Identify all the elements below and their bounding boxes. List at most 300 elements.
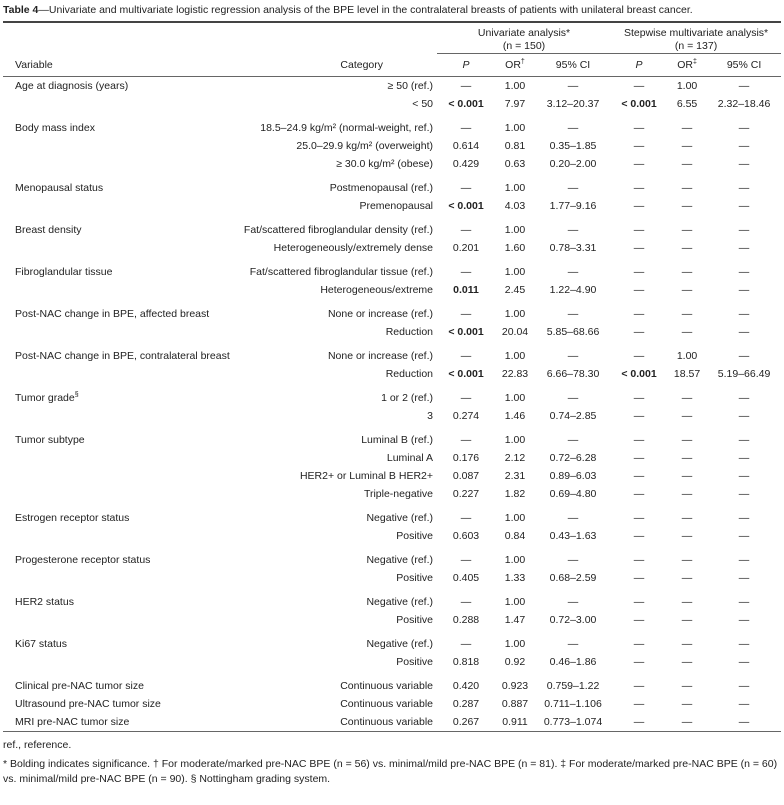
cell-variable (3, 569, 237, 587)
cell-or: 4.03 (504, 200, 526, 212)
cell-p: 0.267 (452, 716, 480, 728)
header-p: P (437, 54, 495, 77)
cell-or2: — (681, 122, 693, 134)
cell-or2: — (681, 392, 693, 404)
cell-p: < 0.001 (448, 98, 484, 110)
cell-or: 7.97 (504, 98, 526, 110)
cell-or2: — (681, 572, 693, 584)
cell-category: 18.5–24.9 kg/m² (normal-weight, ref.) (260, 122, 433, 134)
cell-or2: — (681, 680, 693, 692)
cell-or: 0.63 (504, 158, 526, 170)
cell-ci2: — (738, 182, 750, 194)
cell-ci2: — (738, 488, 750, 500)
cell-p2: — (633, 350, 645, 362)
cell-ci2: — (738, 596, 750, 608)
cell-category: Heterogeneous/extreme (320, 284, 433, 296)
cell-or2: — (681, 158, 693, 170)
cell-or: 1.82 (504, 488, 526, 500)
cell-p2: — (633, 326, 645, 338)
cell-ci2: — (738, 554, 750, 566)
cell-p: — (460, 80, 472, 92)
cell-p: < 0.001 (448, 368, 484, 380)
cell-variable (3, 527, 237, 545)
table-row (3, 695, 781, 713)
cell-or: 2.31 (504, 470, 526, 482)
cell-ci: 0.35–1.85 (549, 140, 597, 152)
cell-variable-text: Post-NAC change in BPE, affected breast (15, 308, 210, 320)
cell-or2: 1.00 (676, 350, 698, 362)
cell-or2: — (681, 512, 693, 524)
cell-or: 1.00 (504, 638, 526, 650)
table-notes (3, 732, 781, 787)
cell-variable (3, 467, 237, 485)
cell-ci2: — (738, 470, 750, 482)
cell-variable (3, 635, 237, 653)
cell-or: 1.00 (504, 224, 526, 236)
cell-category: None or increase (ref.) (327, 308, 433, 320)
cell-category: Positive (396, 656, 433, 668)
univariate-title: Univariate analysis* (477, 27, 571, 39)
cell-p2: — (633, 656, 645, 668)
cell-category: Continuous variable (340, 716, 433, 728)
cell-variable (3, 677, 237, 695)
table-row (3, 365, 781, 383)
cell-p: 0.288 (452, 614, 480, 626)
cell-ci: — (567, 122, 579, 134)
cell-or2: — (681, 434, 693, 446)
cell-p: 0.087 (452, 470, 480, 482)
table-row (3, 431, 781, 449)
cell-category: Postmenopausal (ref.) (329, 182, 433, 194)
cell-p: 0.011 (453, 284, 479, 296)
header-ci: 95% CI (535, 54, 611, 77)
cell-variable (3, 119, 237, 137)
cell-ci2: — (738, 572, 750, 584)
cell-p: — (460, 638, 472, 650)
cell-variable-text: Tumor grade (15, 392, 75, 404)
cell-ci: 1.22–4.90 (549, 284, 597, 296)
cell-category: Fat/scattered fibroglandular density (ref.) (243, 224, 433, 236)
cell-variable-text: Menopausal status (15, 182, 104, 194)
cell-variable-text: Ultrasound pre-NAC tumor size (15, 698, 161, 710)
cell-variable (3, 449, 237, 467)
cell-ci: — (567, 350, 579, 362)
cell-or: 0.911 (502, 716, 528, 728)
univariate-n: (n = 150) (502, 40, 546, 52)
cell-ci2: — (738, 638, 750, 650)
cell-ci2: — (738, 284, 750, 296)
cell-p2: — (633, 554, 645, 566)
table-row (3, 407, 781, 425)
cell-ci2: 2.32–18.46 (717, 98, 771, 110)
table-row (3, 239, 781, 257)
cell-p2: — (633, 596, 645, 608)
cell-category: Negative (ref.) (366, 554, 433, 566)
cell-category: 3 (427, 410, 433, 422)
cell-p2: — (633, 242, 645, 254)
cell-variable (3, 551, 237, 569)
table-row (3, 467, 781, 485)
cell-p2: — (633, 284, 645, 296)
cell-p: — (460, 554, 472, 566)
cell-ci: — (567, 596, 579, 608)
cell-or2: — (681, 638, 693, 650)
cell-p2: — (633, 680, 645, 692)
cell-p2: — (633, 614, 645, 626)
cell-category: 1 or 2 (ref.) (381, 392, 433, 404)
cell-or: 1.00 (504, 350, 526, 362)
header-or-sup: † (520, 58, 525, 66)
table-row (3, 509, 781, 527)
cell-or: 1.00 (504, 182, 526, 194)
cell-ci: 0.773–1.074 (543, 716, 603, 728)
cell-or: 1.46 (504, 410, 526, 422)
header-or (495, 54, 535, 77)
cell-p2: < 0.001 (621, 368, 657, 380)
table-row (3, 77, 781, 96)
cell-variable-text: Clinical pre-NAC tumor size (15, 680, 144, 692)
cell-ci: — (567, 224, 579, 236)
table-row (3, 305, 781, 323)
cell-ci2: — (738, 530, 750, 542)
cell-p: 0.287 (452, 698, 480, 710)
cell-or2: — (681, 554, 693, 566)
table-row (3, 137, 781, 155)
cell-p2: — (633, 80, 645, 92)
cell-ci2: — (738, 452, 750, 464)
cell-ci: — (567, 80, 579, 92)
cell-or: 1.00 (504, 266, 526, 278)
cell-p: 0.614 (452, 140, 480, 152)
cell-or: 1.00 (504, 392, 526, 404)
cell-variable (3, 179, 237, 197)
cell-p: 0.429 (452, 158, 480, 170)
cell-variable (3, 485, 237, 503)
cell-ci2: — (738, 122, 750, 134)
table-row (3, 569, 781, 587)
cell-p2: — (633, 530, 645, 542)
cell-or: 1.00 (504, 80, 526, 92)
cell-ci: — (567, 554, 579, 566)
header-variable: Variable (3, 54, 237, 77)
cell-variable-text: Progesterone receptor status (15, 554, 151, 566)
cell-or2: — (681, 698, 693, 710)
table-row (3, 593, 781, 611)
cell-variable-text: Breast density (15, 224, 82, 236)
cell-category: Triple-negative (363, 488, 433, 500)
cell-ci: 0.68–2.59 (549, 572, 597, 584)
cell-ci2: — (738, 410, 750, 422)
cell-p2: — (633, 122, 645, 134)
cell-p2: — (633, 266, 645, 278)
cell-ci2: — (738, 512, 750, 524)
multivariate-header (611, 23, 781, 54)
cell-p2: < 0.001 (621, 98, 657, 110)
cell-ci2: — (738, 434, 750, 446)
table-row (3, 551, 781, 569)
cell-or2: 18.57 (673, 368, 701, 380)
cell-ci: 0.759–1.22 (546, 680, 600, 692)
cell-ci2: — (738, 224, 750, 236)
cell-ci: 0.46–1.86 (549, 656, 597, 668)
cell-p: — (460, 350, 472, 362)
cell-or2: — (681, 224, 693, 236)
cell-or2: — (681, 530, 693, 542)
table-row (3, 197, 781, 215)
cell-p2: — (633, 470, 645, 482)
cell-category: Reduction (385, 368, 433, 380)
table-row (3, 119, 781, 137)
cell-variable (3, 239, 237, 257)
cell-or: 1.00 (504, 554, 526, 566)
cell-p: — (460, 266, 472, 278)
header-or2 (667, 54, 707, 77)
cell-category: Positive (396, 614, 433, 626)
cell-ci2: — (738, 656, 750, 668)
cell-or: 1.33 (504, 572, 526, 584)
cell-p2: — (633, 182, 645, 194)
cell-category: Fat/scattered fibroglandular tissue (ref.) (249, 266, 433, 278)
cell-category: Heterogeneously/extremely dense (273, 242, 433, 254)
cell-variable-text: Age at diagnosis (years) (15, 80, 129, 92)
cell-or: 1.60 (504, 242, 526, 254)
cell-p2: — (633, 572, 645, 584)
cell-category: Continuous variable (340, 680, 433, 692)
cell-variable (3, 407, 237, 425)
cell-p2: — (633, 698, 645, 710)
cell-variable (3, 695, 237, 713)
cell-category: Premenopausal (359, 200, 433, 212)
cell-or2: — (681, 266, 693, 278)
cell-ci: 6.66–78.30 (546, 368, 600, 380)
table-row (3, 281, 781, 299)
cell-ci2: — (738, 80, 750, 92)
cell-p: 0.405 (452, 572, 480, 584)
cell-or2: — (681, 470, 693, 482)
cell-category: Positive (396, 572, 433, 584)
cell-or2: — (681, 200, 693, 212)
cell-ci: — (567, 182, 579, 194)
cell-variable-sup: § (74, 391, 79, 399)
cell-ci: 0.89–6.03 (549, 470, 597, 482)
table-row (3, 179, 781, 197)
cell-ci: 0.72–6.28 (549, 452, 597, 464)
column-header-row (3, 54, 781, 77)
cell-or2: — (681, 488, 693, 500)
cell-p2: — (633, 434, 645, 446)
cell-or2: 1.00 (676, 80, 698, 92)
cell-ci2: — (738, 392, 750, 404)
cell-category: Luminal B (ref.) (361, 434, 433, 446)
cell-p: 0.176 (452, 452, 480, 464)
header-or-text: OR (505, 59, 521, 71)
cell-variable (3, 197, 237, 215)
header-ci2: 95% CI (707, 54, 781, 77)
table-caption (3, 0, 781, 21)
cell-or2: — (681, 140, 693, 152)
cell-variable-text: Body mass index (15, 122, 95, 134)
cell-variable (3, 155, 237, 173)
cell-category: 25.0–29.9 kg/m² (overweight) (296, 140, 433, 152)
cell-or: 0.81 (504, 140, 526, 152)
cell-category: ≥ 30.0 kg/m² (obese) (336, 158, 433, 170)
table-row (3, 485, 781, 503)
cell-or2: — (681, 614, 693, 626)
cell-p: 0.227 (452, 488, 480, 500)
cell-ci2: — (738, 326, 750, 338)
table-row (3, 653, 781, 671)
cell-p: — (460, 434, 472, 446)
multivariate-title: Stepwise multivariate analysis* (623, 27, 769, 39)
cell-ci: — (567, 266, 579, 278)
cell-ci2: — (738, 200, 750, 212)
cell-p: 0.201 (452, 242, 480, 254)
cell-or: 22.83 (501, 368, 529, 380)
cell-or: 0.923 (501, 680, 529, 692)
cell-or: 1.00 (504, 596, 526, 608)
cell-p: < 0.001 (448, 200, 484, 212)
cell-ci2: — (738, 140, 750, 152)
cell-ci2: — (738, 308, 750, 320)
cell-category: Negative (ref.) (366, 638, 433, 650)
cell-or: 1.00 (504, 122, 526, 134)
cell-variable (3, 389, 237, 407)
cell-ci2: — (738, 698, 750, 710)
cell-p: — (460, 392, 472, 404)
cell-category: < 50 (412, 98, 433, 110)
cell-p: — (460, 308, 472, 320)
cell-ci: 0.69–4.80 (549, 488, 597, 500)
cell-p: — (460, 224, 472, 236)
cell-p: < 0.001 (448, 326, 484, 338)
cell-or2: — (681, 242, 693, 254)
cell-ci: 0.72–3.00 (549, 614, 597, 626)
cell-p: 0.603 (452, 530, 480, 542)
cell-variable (3, 263, 237, 281)
cell-ci2: — (738, 266, 750, 278)
cell-or2: — (681, 716, 693, 728)
cell-variable-text: Post-NAC change in BPE, contralateral breast (15, 350, 230, 362)
cell-p2: — (633, 716, 645, 728)
cell-p: 0.274 (452, 410, 480, 422)
header-or2-text: OR (677, 59, 693, 71)
table-row (3, 155, 781, 173)
cell-p2: — (633, 140, 645, 152)
cell-category: HER2+ or Luminal B HER2+ (299, 470, 433, 482)
table-row (3, 527, 781, 545)
cell-ci: 0.74–2.85 (549, 410, 597, 422)
cell-or: 1.00 (504, 512, 526, 524)
cell-variable (3, 281, 237, 299)
cell-or2: — (681, 410, 693, 422)
cell-variable (3, 77, 237, 96)
note-footnote: * Bolding indicates significance. † For moderate/marked pre-NAC BPE (n = 56) vs. minimal/mild pre-NAC BPE (n = 81). ‡ For moderate/marked pre-NAC BPE (n = 60) vs. minimal/mild pre-NAC BPE (n = 90). § Nottingham grading system. (3, 758, 778, 785)
cell-variable (3, 713, 237, 731)
cell-ci2: — (738, 350, 750, 362)
cell-variable (3, 95, 237, 113)
cell-category: Luminal A (386, 452, 433, 464)
table-row (3, 95, 781, 113)
cell-ci: — (567, 638, 579, 650)
cell-category: None or increase (ref.) (327, 350, 433, 362)
cell-p2: — (633, 200, 645, 212)
cell-or2: — (681, 308, 693, 320)
cell-variable (3, 611, 237, 629)
cell-or2: — (681, 284, 693, 296)
cell-or2: 6.55 (676, 98, 698, 110)
table-row (3, 713, 781, 731)
cell-or2: — (681, 656, 693, 668)
cell-p2: — (633, 158, 645, 170)
cell-p: — (460, 512, 472, 524)
table-row (3, 389, 781, 407)
cell-or: 2.45 (504, 284, 526, 296)
cell-or2: — (681, 182, 693, 194)
cell-or: 1.00 (504, 308, 526, 320)
cell-category: Continuous variable (340, 698, 433, 710)
cell-p: — (460, 182, 472, 194)
cell-or: 20.04 (501, 326, 529, 338)
cell-ci2: — (738, 716, 750, 728)
table-row (3, 263, 781, 281)
cell-variable (3, 305, 237, 323)
cell-variable (3, 137, 237, 155)
table-row (3, 347, 781, 365)
regression-table (3, 23, 781, 731)
cell-variable-text: HER2 status (15, 596, 74, 608)
cell-variable (3, 431, 237, 449)
cell-or2: — (681, 452, 693, 464)
table-row (3, 221, 781, 239)
cell-variable-text: Ki67 status (15, 638, 67, 650)
cell-p: — (460, 596, 472, 608)
cell-p2: — (633, 224, 645, 236)
cell-ci: — (567, 512, 579, 524)
cell-ci: 3.12–20.37 (546, 98, 600, 110)
cell-ci: 5.85–68.66 (546, 326, 600, 338)
cell-ci2: — (738, 680, 750, 692)
table-caption-label: Table 4 (3, 4, 39, 16)
cell-variable (3, 347, 237, 365)
cell-variable (3, 323, 237, 341)
cell-or2: — (681, 326, 693, 338)
cell-p2: — (633, 638, 645, 650)
cell-ci2: 5.19–66.49 (717, 368, 771, 380)
cell-or: 2.12 (504, 452, 526, 464)
cell-variable (3, 509, 237, 527)
cell-category: Negative (ref.) (366, 512, 433, 524)
cell-p2: — (633, 410, 645, 422)
table-row (3, 635, 781, 653)
multivariate-n: (n = 137) (674, 40, 718, 52)
cell-variable (3, 653, 237, 671)
cell-variable (3, 221, 237, 239)
note-ref: ref., reference. (3, 739, 72, 751)
cell-p2: — (633, 308, 645, 320)
cell-ci2: — (738, 158, 750, 170)
cell-p: — (460, 122, 472, 134)
cell-p2: — (633, 452, 645, 464)
table-row (3, 677, 781, 695)
cell-ci: 0.78–3.31 (549, 242, 597, 254)
cell-or: 1.47 (504, 614, 526, 626)
header-p2: P (611, 54, 667, 77)
header-or2-sup: ‡ (692, 58, 697, 66)
table-caption-text: —Univariate and multivariate logistic regression analysis of the BPE level in the contralateral breasts of patients with unilateral breast cancer. (38, 4, 693, 16)
cell-p: 0.420 (452, 680, 480, 692)
cell-p2: — (633, 488, 645, 500)
cell-variable-text: Tumor subtype (15, 434, 85, 446)
